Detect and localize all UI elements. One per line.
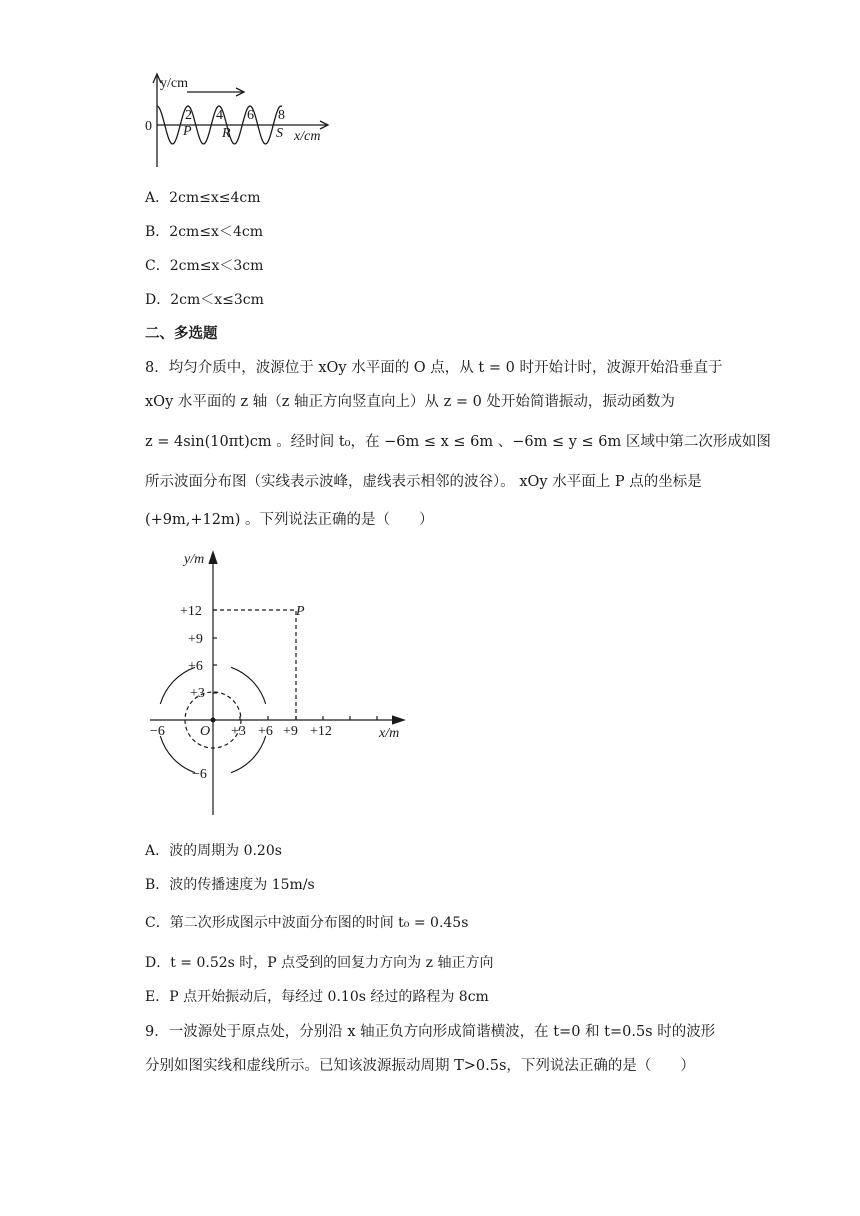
origin-dot [211,718,216,723]
q8-option-c: C．第二次形成图示中波面分布图的时间 t₀ = 0.45s [145,915,469,931]
section-heading: 二、多选题 [145,325,218,342]
q7-option-c: C．2cm≤x＜3cm [145,258,264,274]
q8-option-b: B．波的传播速度为 15m/s [145,877,315,893]
y-tick-6: +6 [188,659,203,674]
q9-line-1: 9．一波源处于原点处，分别沿 x 轴正负方向形成简谐横波，在 t=0 和 t=0.5s 时的波形 [145,1024,716,1040]
wavefront-figure [140,545,420,830]
x-tick-9: +9 [283,724,298,739]
y-axis-label: y/cm [160,76,188,91]
x-axis-arrow [392,716,404,724]
y-tick-minus6: −6 [192,767,207,782]
y-tick-3: +3 [190,686,205,701]
tick-8: 8 [278,108,285,123]
q8-line-3: z = 4sin(10πt)cm 。经时间 t₀，在 −6m ≤ x ≤ 6m 、−6m ≤ y ≤ 6m 区域中第二次形成如图 [145,434,771,450]
x-axis-label: x/cm [294,129,321,144]
tick-2: 2 [185,108,192,123]
y-tick-12: +12 [180,604,202,619]
tick-6: 6 [247,108,254,123]
x-axis-label: x/m [379,726,400,741]
q8-line-5: (+9m,+12m) 。下列说法正确的是（ ） [145,512,434,528]
q7-option-a: A．2cm≤x≤4cm [145,190,261,206]
wave-crest-circle [231,667,266,704]
q9-line-2: 分别如图实线和虚线所示。已知该波源振动周期 T>0.5s，下列说法正确的是（ ） [145,1058,695,1074]
y-tick-9: +9 [188,632,203,647]
x-tick-3: +3 [231,724,246,739]
q8-line-2: xOy 水平面的 z 轴（z 轴正方向竖直向上）从 z = 0 处开始简谐振动，振动函数为 [145,394,675,410]
origin-label: 0 [145,119,152,134]
point-P-label: P [296,604,305,619]
q8-line-4: 所示波面分布图（实线表示波峰，虚线表示相邻的波谷）。 xOy 水平面上 P 点的坐标是 [145,474,702,490]
y-axis-label: y/m [184,552,205,567]
q8-option-e: E．P 点开始振动后，每经过 0.10s 经过的路程为 8cm [145,989,489,1005]
wave-figure [140,70,340,175]
origin-label: O [200,724,211,739]
point-S-label: S [276,126,283,141]
x-tick-minus6: −6 [150,724,165,739]
q8-option-a: A．波的周期为 0.20s [145,843,282,859]
x-tick-12: +12 [310,724,332,739]
point-R-label: R [222,126,231,141]
x-tick-6: +6 [258,724,273,739]
q7-option-d: D．2cm＜x≤3cm [145,292,264,308]
point-P-guide-lines [213,610,296,720]
point-P-label: P [183,124,192,139]
tick-4: 4 [216,108,223,123]
q8-line-1: 8．均匀介质中，波源位于 xOy 水平面的 O 点，从 t = 0 时开始计时，波源开始沿垂直于 [145,360,723,376]
y-axis-arrow [209,552,217,564]
q8-option-d: D．t = 0.52s 时，P 点受到的回复力方向为 z 轴正方向 [145,955,494,971]
q7-option-b: B．2cm≤x＜4cm [145,224,263,240]
